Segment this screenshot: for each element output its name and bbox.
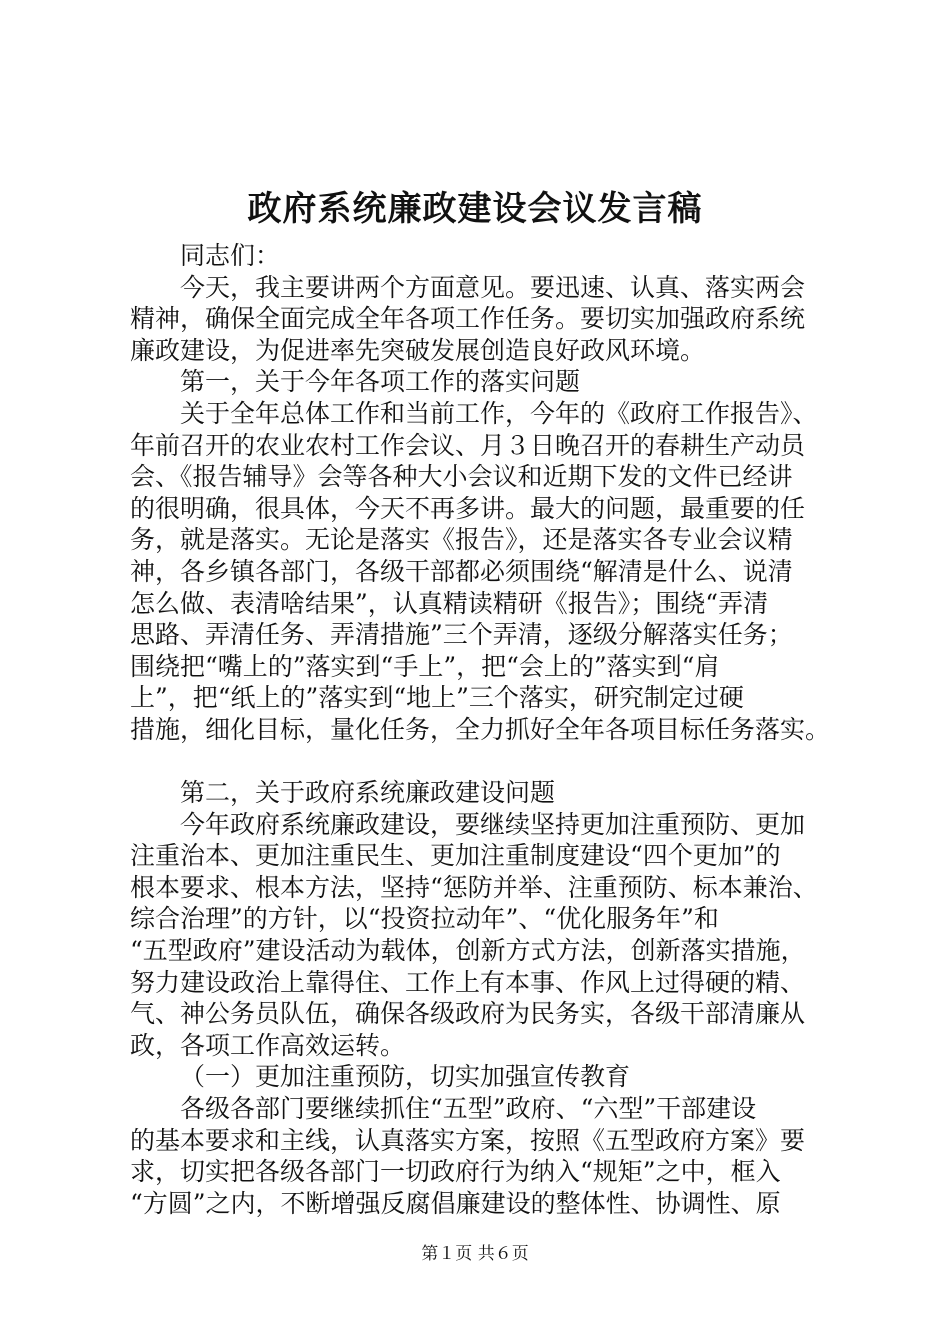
body-line: 廉政建设，为促进率先突破发展创造良好政风环境。	[130, 335, 706, 365]
body-line: 神，各乡镇各部门，各级干部都必须围绕“解清是什么、说清	[130, 556, 793, 586]
body-line: 思路、弄清任务、弄清措施”三个弄清，逐级分解落实任务；	[130, 620, 793, 650]
page-number-footer: 第１页 共６页	[421, 1244, 529, 1264]
body-line: 注重治本、更加注重民生、更加注重制度建设“四个更加”的	[130, 841, 781, 871]
body-line: 根本要求、根本方法，坚持“惩防并举、注重预防、标本兼治、	[130, 872, 818, 902]
body-line: 的基本要求和主线，认真落实方案，按照《五型政府方案》要	[130, 1125, 806, 1155]
salutation-line: 同志们：	[180, 241, 281, 270]
body-line: 今天，我主要讲两个方面意见。要迅速、认真、落实两会	[180, 272, 806, 302]
body-line: 求，切实把各级各部门一切政府行为纳入“规矩”之中，框入	[130, 1157, 781, 1187]
subsection-heading: （一）更加注重预防，切实加强宣传教育	[180, 1062, 631, 1092]
body-line: 围绕把“嘴上的”落实到“手上”，把“会上的”落实到“肩	[130, 651, 720, 681]
body-line: 精神，确保全面完成全年各项工作任务。要切实加强政府系统	[130, 304, 806, 334]
body-line: 务，就是落实。无论是落实《报告》，还是落实各专业会议精	[130, 525, 793, 555]
body-line: 气、神公务员队伍，确保各级政府为民务实，各级干部清廉从	[130, 999, 806, 1029]
blank-line	[130, 746, 850, 778]
document-body	[130, 240, 850, 1219]
body-line: “方圆”之内，不断增强反腐倡廉建设的整体性、协调性、原	[130, 1188, 781, 1218]
document-title: 政府系统廉政建设会议发言稿	[247, 189, 703, 229]
body-line: 今年政府系统廉政建设，要继续坚持更加注重预防、更加	[180, 809, 806, 839]
body-line: 怎么做、表清啥结果”，认真精读精研《报告》；围绕“弄清	[130, 588, 769, 618]
body-line: 年前召开的农业农村工作会议、月３日晚召开的春耕生产动员	[130, 430, 806, 460]
body-line: 政，各项工作高效运转。	[130, 1030, 406, 1060]
body-line: 的很明确，很具体，今天不再多讲。最大的问题，最重要的任	[130, 493, 806, 523]
section-heading: 第二，关于政府系统廉政建设问题	[180, 778, 556, 808]
body-line: 上”，把“纸上的”落实到“地上”三个落实，研究制定过硬	[130, 683, 744, 713]
body-line: 各级各部门要继续抓住“五型”政府、“六型”干部建设	[180, 1094, 757, 1124]
section-heading: 第一，关于今年各项工作的落实问题	[180, 367, 581, 397]
body-line: 措施，细化目标，量化任务，全力抓好全年各项目标任务落实。	[130, 714, 831, 744]
body-line: “五型政府”建设活动为载体，创新方式方法，创新落实措施，	[130, 936, 806, 966]
body-line: 综合治理”的方针，以“投资拉动年”、“优化服务年”和	[130, 904, 719, 934]
body-line: 努力建设政治上靠得住、工作上有本事、作风上过得硬的精、	[130, 967, 806, 997]
body-line: 会、《报告辅导》会等各种大小会议和近期下发的文件已经讲	[130, 462, 793, 492]
body-line: 关于全年总体工作和当前工作，今年的《政府工作报告》、	[180, 398, 818, 428]
